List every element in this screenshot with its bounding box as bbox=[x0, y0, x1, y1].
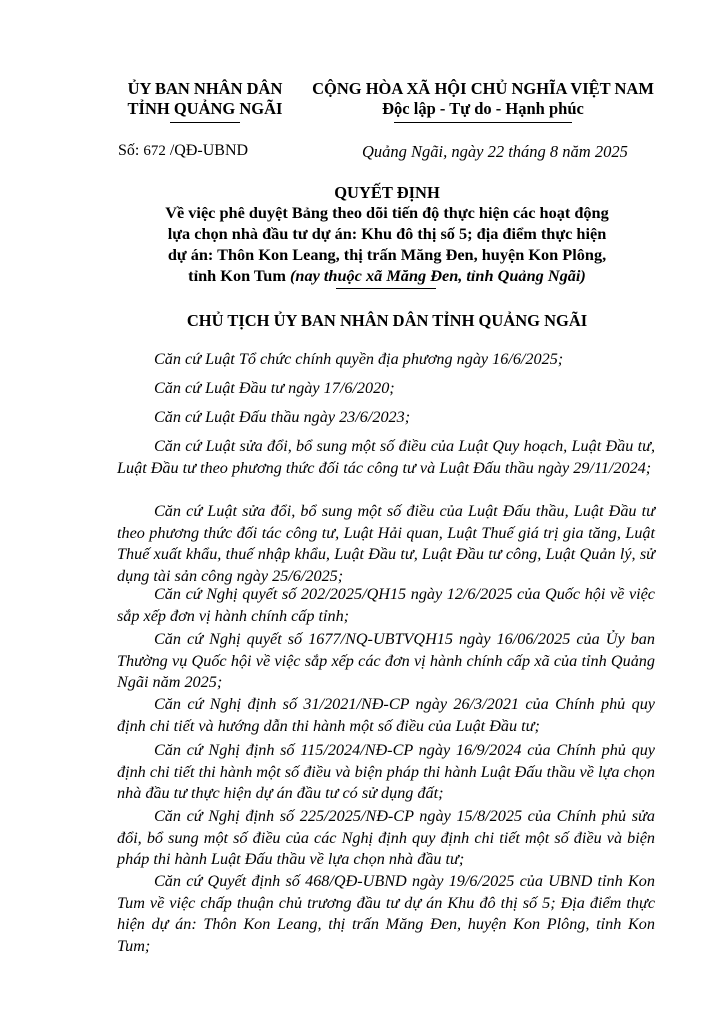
date-day: 22 bbox=[487, 142, 505, 161]
agency-name-line1: ỦY BAN NHÂN DÂN bbox=[127, 79, 283, 98]
basis-text: Căn cứ Luật Đấu thầu ngày 23/6/2023; bbox=[154, 408, 411, 426]
basis-text: Căn cứ Nghị định số 225/2025/NĐ-CP ngày 15/8/2025 của Chính phủ sửa đổi, bổ sung một số điều của các Nghị định quy định chi tiết một số điều và biện pháp thi hành Luật Đấu thầu về lựa chọn nhà đầu tư; bbox=[117, 807, 655, 868]
subject-location-note: (nay thuộc xã Măng Đen, tỉnh Quảng Ngãi) bbox=[289, 266, 586, 285]
basis-text: Căn cứ Nghị định số 115/2024/NĐ-CP ngày 16/9/2024 của Chính phủ quy định chi tiết thi hành một số điều và biện pháp thi hành Luật Đấu thầu về lựa chọn nhà đầu tư thực hiện dự án đầu tư có sử dụng đất; bbox=[117, 741, 655, 802]
subject-line: Về việc phê duyệt Bảng theo dõi tiến độ thực hiện các hoạt động bbox=[165, 203, 609, 222]
basis-text: Căn cứ Luật sửa đổi, bổ sung một số điều của Luật Đấu thầu, Luật Đầu tư theo phương thức đối tác công tư, Luật Hải quan, Luật Thuế giá trị gia tăng, Luật Thuế xuất khẩu, thuế nhập khẩu, Luật Đầu tư, Luật Đầu tư công, Luật Quản lý, sử dụng tài sản công ngày 25/6/2025; bbox=[117, 502, 655, 585]
legal-basis bbox=[117, 378, 655, 400]
basis-text: Căn cứ Nghị quyết số 202/2025/QH15 ngày 12/6/2025 của Quốc hội về việc sắp xếp đơn vị hành chính cấp tỉnh; bbox=[117, 585, 655, 625]
legal-basis bbox=[117, 694, 655, 737]
basis-text: Căn cứ Luật Đầu tư ngày 17/6/2020; bbox=[154, 379, 395, 397]
date-month-year: tháng 8 năm 2025 bbox=[508, 142, 628, 161]
basis-text: Căn cứ Luật Tổ chức chính quyền địa phương ngày 16/6/2025; bbox=[154, 350, 564, 368]
agency-underline bbox=[170, 122, 240, 123]
basis-text: Căn cứ Nghị định số 31/2021/NĐ-CP ngày 26/3/2021 của Chính phủ quy định chi tiết và hướng dẫn thi hành một số điều của Luật Đầu tư; bbox=[117, 695, 655, 735]
agency-name-line2: TỈNH QUẢNG NGÃI bbox=[127, 99, 283, 118]
legal-basis bbox=[117, 629, 655, 694]
legal-basis bbox=[117, 871, 655, 957]
doc-number-value: 672 bbox=[143, 143, 166, 159]
legal-basis bbox=[117, 740, 655, 805]
title-underline bbox=[336, 288, 436, 289]
legal-basis bbox=[117, 584, 655, 627]
authority-line: CHỦ TỊCH ỦY BAN NHÂN DÂN TỈNH QUẢNG NGÃI bbox=[186, 311, 588, 330]
legal-basis bbox=[117, 436, 655, 479]
decision-subject bbox=[118, 202, 656, 286]
date-line bbox=[362, 142, 628, 162]
nation-title: CỘNG HÒA XÃ HỘI CHỦ NGHĨA VIỆT NAM bbox=[312, 79, 654, 98]
nation-motto: Độc lập - Tự do - Hạnh phúc bbox=[382, 99, 584, 118]
basis-text: Căn cứ Nghị quyết số 1677/NQ-UBTVQH15 ngày 16/06/2025 của Ủy ban Thường vụ Quốc hội về việc sắp xếp các đơn vị hành chính cấp xã của tỉnh Quảng Ngãi năm 2025; bbox=[117, 630, 655, 691]
subject-line: dự án: Thôn Kon Leang, thị trấn Măng Đen, huyện Kon Plông, bbox=[167, 245, 607, 264]
legal-basis bbox=[117, 407, 655, 429]
date-place: Quảng Ngãi, ngày bbox=[362, 142, 484, 161]
subject-line-last bbox=[118, 265, 656, 286]
doc-number-prefix: Số: bbox=[118, 142, 140, 159]
legal-basis bbox=[117, 349, 655, 371]
basis-text: Căn cứ Quyết định số 468/QĐ-UBND ngày 19/6/2025 của UBND tỉnh Kon Tum về việc chấp thuận chủ trương đầu tư dự án Khu đô thị số 5; Địa điểm thực hiện dự án: Thôn Kon Leang, thị trấn Măng Đen, huyện Kon Plông, tỉnh Kon Tum; bbox=[117, 872, 655, 955]
basis-text: Căn cứ Luật sửa đổi, bổ sung một số điều của Luật Quy hoạch, Luật Đầu tư, Luật Đầu tư theo phương thức đối tác công tư và Luật Đấu thầu ngày 29/11/2024; bbox=[117, 437, 655, 477]
doc-number-suffix: /QĐ-UBND bbox=[169, 142, 249, 159]
legal-basis bbox=[117, 501, 655, 587]
motto-underline bbox=[394, 122, 572, 123]
subject-location: tỉnh Kon Tum bbox=[188, 266, 286, 285]
document-number bbox=[118, 142, 248, 160]
legal-basis bbox=[117, 806, 655, 871]
subject-line: lựa chọn nhà đầu tư dự án: Khu đô thị số 5; địa điểm thực hiện bbox=[167, 224, 607, 243]
decision-heading: QUYẾT ĐỊNH bbox=[334, 183, 440, 202]
